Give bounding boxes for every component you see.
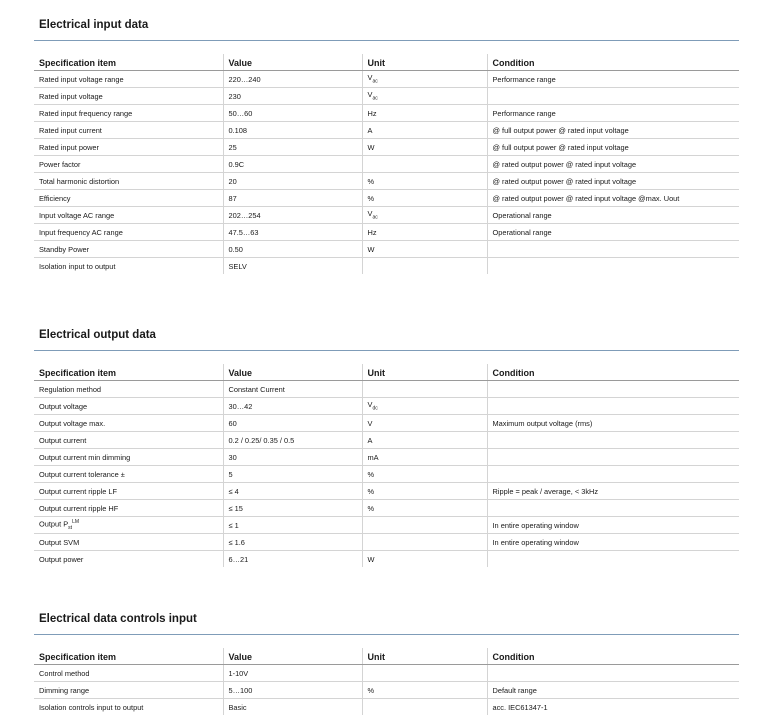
value-text: 25 [228,142,237,152]
spec-item-text: Output voltage [39,401,88,411]
header-value: Value [223,54,362,71]
spec-item-text: Output current ripple LF [39,486,118,496]
condition-text: acc. IEC61347-1 [492,702,548,712]
spec-item-text: Rated input voltage range [39,74,124,84]
value-cell [223,381,362,398]
unit-cell [362,122,487,139]
value-cell [223,224,362,241]
header-row [34,648,739,665]
condition-cell [487,665,739,682]
spec-item-text: Rated input voltage [39,91,103,101]
condition-text: Performance range [492,74,556,84]
spec-item-text: Output SVM [39,537,80,547]
section-controls-input [34,612,739,715]
spec-item-text: Dimming range [39,685,90,695]
value-text: ≤ 1.6 [228,537,245,547]
unit-text: A [367,435,373,445]
spec-item-text: Input frequency AC range [39,227,123,237]
spec-item-text: Input voltage AC range [39,210,115,220]
table-row [34,415,739,432]
section-title: Electrical input data [39,19,149,31]
table-row [34,534,739,551]
spec-item-text: Output voltage max. [39,418,106,428]
unit-text: V [367,418,373,428]
condition-text: Default range [492,685,537,695]
condition-cell [487,241,739,258]
unit-text: Hz [367,108,377,118]
unit-text: % [367,486,375,496]
unit-cell [362,699,487,716]
value-text: 87 [228,193,237,203]
condition-cell [487,432,739,449]
condition-cell [487,415,739,432]
unit-cell [362,224,487,241]
value-cell [223,483,362,500]
unit-cell [362,71,487,88]
table-row [34,88,739,105]
value-text: 0.9C [228,159,245,169]
value-text: ≤ 15 [228,503,243,513]
unit-cell [362,449,487,466]
table-row [34,381,739,398]
header-condition: Condition [487,54,739,71]
section-title: Electrical output data [39,329,156,341]
section-electrical-input [34,18,739,274]
unit-cell [362,241,487,258]
value-cell [223,139,362,156]
spec-item-text: Output P [39,519,69,529]
table-row [34,432,739,449]
value-cell [223,500,362,517]
condition-cell [487,682,739,699]
condition-cell [487,551,739,568]
spec-item-text: Efficiency [39,193,71,203]
condition-cell [487,139,739,156]
unit-cell [362,207,487,224]
condition-text: In entire operating window [492,520,579,530]
unit-cell [362,381,487,398]
condition-text: Operational range [492,227,552,237]
condition-cell [487,156,739,173]
unit-text: % [367,193,375,203]
value-cell [223,122,362,139]
condition-text: Performance range [492,108,556,118]
value-cell [223,517,362,534]
header-specification-item: Specification item [34,54,223,71]
value-text: 30…42 [228,401,253,411]
spec-item-text: Isolation controls input to output [39,702,144,712]
value-text: 230 [228,91,241,101]
value-text: ≤ 1 [228,520,239,530]
value-text: 0.108 [228,125,247,135]
spec-item-text: Rated input power [39,142,99,152]
unit-text: mA [367,452,379,462]
header-unit: Unit [362,364,487,381]
table-row [34,173,739,190]
condition-text: @ rated output power @ rated input voltage [492,176,637,186]
value-text: SELV [228,261,247,271]
value-cell [223,258,362,275]
spec-item-text: Rated input current [39,125,102,135]
value-cell [223,207,362,224]
unit-cell [362,534,487,551]
spec-item-cell [34,71,223,88]
condition-cell [487,381,739,398]
spec-item-text: Control method [39,668,90,678]
table-row [34,466,739,483]
value-text: 5…100 [228,685,253,695]
unit-cell [362,156,487,173]
table-row [34,258,739,275]
value-text: 1-10V [228,668,249,678]
spec-table [34,648,739,715]
condition-cell [487,449,739,466]
table-row [34,398,739,415]
unit-text: V [367,400,373,410]
value-cell [223,449,362,466]
table-row [34,665,739,682]
spec-item-cell [34,122,223,139]
table-row [34,699,739,716]
unit-text: W [367,142,375,152]
value-cell [223,88,362,105]
spec-item-cell [34,190,223,207]
unit-cell [362,432,487,449]
unit-cell [362,173,487,190]
value-text: 30 [228,452,237,462]
condition-cell [487,517,739,534]
header-condition: Condition [487,364,739,381]
superscript: LM [72,519,80,526]
condition-cell [487,122,739,139]
condition-cell [487,207,739,224]
spec-table [34,364,739,567]
spec-item-cell [34,88,223,105]
table-row [34,517,739,534]
unit-cell [362,517,487,534]
spec-item-cell [34,682,223,699]
value-text: 5 [228,469,233,479]
spec-item-cell [34,173,223,190]
value-cell [223,551,362,568]
unit-text: V [367,209,373,219]
spec-item-cell [34,551,223,568]
spec-item-cell [34,241,223,258]
spec-item-cell [34,449,223,466]
section-divider [34,40,739,41]
unit-cell [362,105,487,122]
unit-cell [362,665,487,682]
unit-text: % [367,503,375,513]
value-cell [223,156,362,173]
condition-cell [487,483,739,500]
subscript: ac [372,95,378,102]
condition-text: Ripple = peak / average, < 3kHz [492,486,599,496]
spec-item-cell [34,432,223,449]
value-text: Constant Current [228,384,285,394]
table-row [34,139,739,156]
unit-cell [362,398,487,415]
condition-cell [487,105,739,122]
spec-item-cell [34,156,223,173]
condition-cell [487,398,739,415]
unit-cell [362,466,487,483]
spec-item-cell [34,139,223,156]
condition-cell [487,699,739,716]
spec-item-cell [34,517,223,534]
condition-text: @ full output power @ rated input voltage [492,142,629,152]
header-specification-item: Specification item [34,648,223,665]
unit-text: W [367,244,375,254]
spec-item-cell [34,466,223,483]
spec-item-cell [34,105,223,122]
section-electrical-output [34,328,739,567]
spec-item-text: Output current min dimming [39,452,131,462]
unit-cell [362,682,487,699]
spec-item-cell [34,483,223,500]
unit-cell [362,551,487,568]
header-value: Value [223,648,362,665]
value-text: 20 [228,176,237,186]
value-cell [223,682,362,699]
unit-text: V [367,90,373,100]
table-row [34,207,739,224]
table-row [34,682,739,699]
subscript: ac [372,214,378,221]
value-cell [223,432,362,449]
value-text: 60 [228,418,237,428]
condition-cell [487,466,739,483]
unit-text: A [367,125,373,135]
condition-cell [487,224,739,241]
condition-cell [487,173,739,190]
header-specification-item: Specification item [34,364,223,381]
unit-cell [362,258,487,275]
spec-item-text: Power factor [39,159,81,169]
spec-item-text: Output current ripple HF [39,503,119,513]
table-row [34,122,739,139]
spec-item-cell [34,398,223,415]
unit-cell [362,500,487,517]
unit-text: Hz [367,227,377,237]
value-cell [223,534,362,551]
value-text: 0.50 [228,244,243,254]
header-value: Value [223,364,362,381]
spec-item-cell [34,699,223,716]
header-unit: Unit [362,648,487,665]
unit-text: % [367,685,375,695]
spec-item-cell [34,381,223,398]
subscript: st [68,524,73,531]
value-cell [223,71,362,88]
condition-cell [487,258,739,275]
condition-text: In entire operating window [492,537,579,547]
value-cell [223,466,362,483]
subscript: ac [372,78,378,85]
table-row [34,483,739,500]
unit-text: W [367,554,375,564]
spec-item-text: Standby Power [39,244,90,254]
unit-cell [362,190,487,207]
spec-item-cell [34,207,223,224]
table-row [34,551,739,568]
value-text: Basic [228,702,247,712]
table-row [34,449,739,466]
unit-text: % [367,176,375,186]
value-cell [223,105,362,122]
spec-item-text: Output current [39,435,87,445]
spec-table [34,54,739,274]
value-cell [223,190,362,207]
spec-item-cell [34,665,223,682]
unit-cell [362,139,487,156]
spec-item-cell [34,534,223,551]
value-cell [223,699,362,716]
condition-cell [487,534,739,551]
value-text: 0.2 / 0.25/ 0.35 / 0.5 [228,435,295,445]
spec-item-text: Total harmonic distortion [39,176,120,186]
spec-item-text: Output current tolerance ± [39,469,125,479]
table-row [34,105,739,122]
header-condition: Condition [487,648,739,665]
spec-item-text: Output power [39,554,84,564]
condition-cell [487,500,739,517]
table-row [34,71,739,88]
table-row [34,190,739,207]
condition-text: @ rated output power @ rated input voltage @max. Uout [492,193,680,203]
value-cell [223,241,362,258]
header-row [34,364,739,381]
spec-item-text: Regulation method [39,384,102,394]
value-text: 47.5…63 [228,227,259,237]
value-text: 220…240 [228,74,261,84]
value-text: 50…60 [228,108,253,118]
unit-cell [362,483,487,500]
value-text: 202…254 [228,210,261,220]
value-text: 6…21 [228,554,249,564]
spec-item-cell [34,500,223,517]
condition-text: @ full output power @ rated input voltage [492,125,629,135]
subscript: dc [372,405,378,412]
value-cell [223,173,362,190]
spec-item-cell [34,415,223,432]
table-row [34,500,739,517]
spec-item-text: Isolation input to output [39,261,116,271]
condition-cell [487,71,739,88]
section-title: Electrical data controls input [39,613,197,625]
spec-item-text: Rated input frequency range [39,108,133,118]
condition-cell [487,190,739,207]
value-text: ≤ 4 [228,486,239,496]
condition-cell [487,88,739,105]
table-row [34,241,739,258]
unit-text: V [367,73,373,83]
value-cell [223,665,362,682]
header-unit: Unit [362,54,487,71]
section-divider [34,350,739,351]
value-cell [223,398,362,415]
condition-text: @ rated output power @ rated input voltage [492,159,637,169]
value-cell [223,415,362,432]
spec-item-cell [34,258,223,275]
table-row [34,224,739,241]
unit-text: % [367,469,375,479]
spec-item-cell [34,224,223,241]
table-row [34,156,739,173]
condition-text: Operational range [492,210,552,220]
unit-cell [362,88,487,105]
condition-text: Maximum output voltage (rms) [492,418,593,428]
section-divider [34,634,739,635]
unit-cell [362,415,487,432]
header-row [34,54,739,71]
